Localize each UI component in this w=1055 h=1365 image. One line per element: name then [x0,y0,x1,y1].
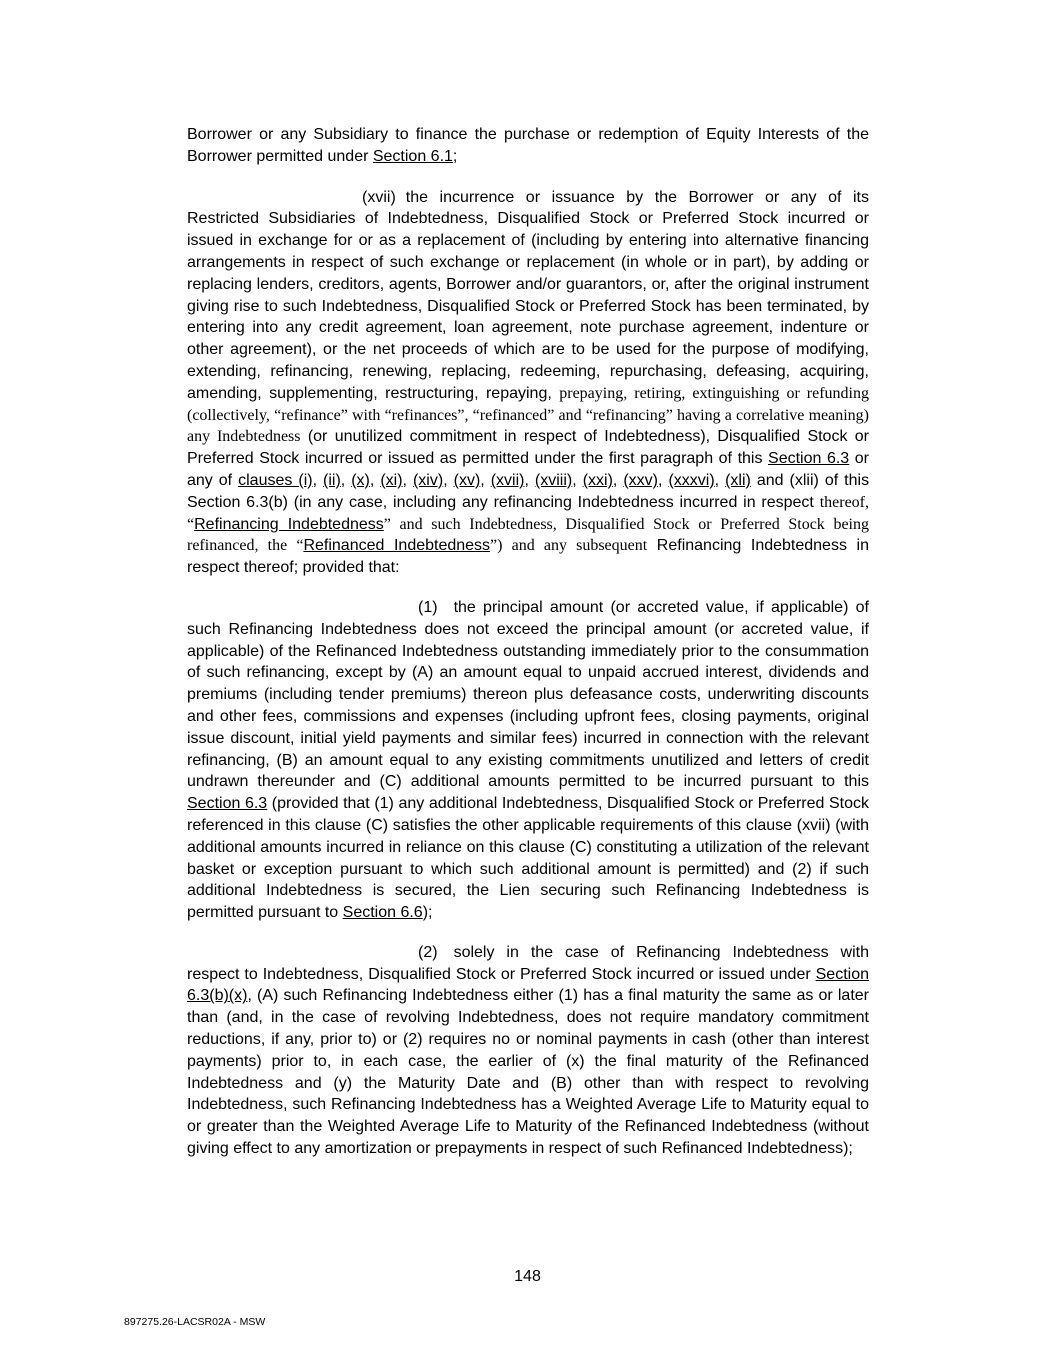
text: solely in the case of Refinancing Indebtedness with respect to Indebtedness, Disqualified Stock or Preferred Stock incurred or issued under [187,943,869,983]
clause-reference: (xv) [453,471,481,489]
separator: , [443,471,454,489]
text: the incurrence or issuance by the Borrower or any of its Restricted Subsidiaries of Indebtedness, Disqualified Stock or Preferred Stock incurred or issued in exchange for or as a replacement of (including by entering into alternative financing arrangements in respect of such exchange or replacement (in whole or in part), by adding or replacing lenders, creditors, agents, Borrower and/or guarantors, or, after the original instrument giving rise to such Indebtedness, Disqualified Stock or Preferred Stock has been terminated, by entering into any credit agreement, loan agreement, note purchase agreement, indenture or other agreement), or the net proceeds of which are to be used for the purpose of modifying, extending, refinancing, renewing, replacing, redeeming, repurchasing, defeasing, acquiring, amending, supplementing, restructuring, repaying, [187,188,869,402]
clause-reference: clauses (i) [238,471,313,489]
text-serif: thereof, “ [187,493,869,533]
subclause-enumerator: (1) [418,598,438,616]
paragraph-continuation [187,124,869,168]
page-number: 148 [514,1268,541,1285]
document-id: 897275.26-LACSR02A - MSW [124,1316,266,1328]
separator: , [572,471,583,489]
section-reference: Section 6.3 [187,795,268,813]
text: or any of [187,450,870,489]
clause-reference: (xxxvi) [668,471,715,489]
paragraph-subclause-1 [187,597,869,924]
clause-reference: (xxv) [623,471,658,489]
text-serif: ”) and any subsequent [490,537,648,555]
clause-reference: (xviii) [534,471,573,489]
text: Borrower or any Subsidiary to finance the purchase or redemption of Equity Interests of the Borrower permitted under [187,126,869,165]
paragraph-clause-xvii [187,187,869,579]
clause-enumerator: (xvii) [362,188,396,206]
clause-reference: (xxi) [582,471,613,489]
separator: , [714,471,726,489]
text: (provided that (1) any additional Indebtedness, Disqualified Stock or Preferred Stock referenced in this clause (C) satisfies the other applicable requirements of this clause (xvii) (with additional amounts incurred in reliance on this clause (C) constituting a utilization of the relevant basket or exception pursuant to which such additional amount is permitted) and (2) if such additional Indebtedness is secured, the Lien securing such Refinancing Indebtedness is permitted pursuant to [187,795,870,922]
text: , (A) such Refinancing Indebtedness either (1) has a final maturity the same as or later than (and, in the case of revolving Indebtedness, does not require mandatory commitment reductions, if any, prior to) or (2) requires no or nominal payments in cash (other than interest payments) prior to, in each case, the earlier of (x) the final maturity of the Refinanced Indebtedness and (y) the Maturity Date and (B) other than with respect to revolving Indebtedness, such Refinancing Indebtedness has a Weighted Average Life to Maturity equal to or greater than the Weighted Average Life to Maturity of the Refinanced Indebtedness (without giving effect to any amortization or prepayments in respect of such Refinanced Indebtedness); [187,987,869,1158]
separator: , [312,471,324,489]
text-serif: ” and such Indebtedness, Disqualified Stock or Preferred Stock being refinanced, the “ [187,515,869,555]
document-page [187,124,869,1178]
text-serif: prepaying, retiring, extinguishing or refunding (collectively, “refinance” with “refinances”, “refinanced” and “refinancing” having a correlative meaning) any Indebtedness [187,384,869,446]
section-reference: Section 6.3 [768,450,850,468]
text: Refinancing Indebtedness in respect thereof; provided that: [187,537,869,577]
text: ; [452,147,458,165]
clause-reference: (xvii) [490,471,525,489]
section-reference: Section 6.6 [342,904,423,922]
separator: , [402,471,413,489]
subclause-enumerator: (2) [418,943,438,961]
separator: , [369,471,381,489]
clause-reference: (ii) [323,471,341,489]
clause-reference: (xiv) [412,471,444,489]
separator: , [480,471,491,489]
separator: , [612,471,624,489]
text: and (xlii) of this Section 6.3(b) (in any case, including any refinancing Indebtedness incurred in respect [187,471,870,511]
text: (or unutilized commitment in respect of Indebtedness), Disqualified Stock or Preferred Stock incurred or issued as permitted under the first paragraph of this [187,428,869,468]
text: ); [422,904,433,922]
defined-term: Refinanced Indebtedness [303,537,491,555]
section-reference: Section 6.3(b)(x) [187,965,869,1005]
defined-term: Refinancing Indebtedness [194,515,384,533]
section-reference: Section 6.1 [372,147,453,165]
clause-reference: (x) [351,471,370,489]
paragraph-subclause-2 [187,942,869,1160]
text: the principal amount (or accreted value, if applicable) of such Refinancing Indebtedness does not exceed the principal amount (or accreted value, if applicable) of the Refinanced Indebtedness outstanding immediately prior to the consummation of such refinancing, except by (A) an amount equal to unpaid accrued interest, dividends and premiums (including tender premiums) thereon plus defeasance costs, underwriting discounts and other fees, commissions and expenses (including upfront fees, closing payments, original issue discount, initial yield payments and similar fees) incurred in connection with the relevant refinancing, (B) an amount equal to any existing commitments unutilized and letters of credit undrawn thereunder and (C) additional amounts permitted to be incurred pursuant to this [187,598,869,791]
clause-reference: (xi) [380,471,403,489]
clause-reference: (xli) [725,471,751,489]
separator: , [658,471,669,489]
separator: , [340,471,352,489]
separator: , [524,471,535,489]
